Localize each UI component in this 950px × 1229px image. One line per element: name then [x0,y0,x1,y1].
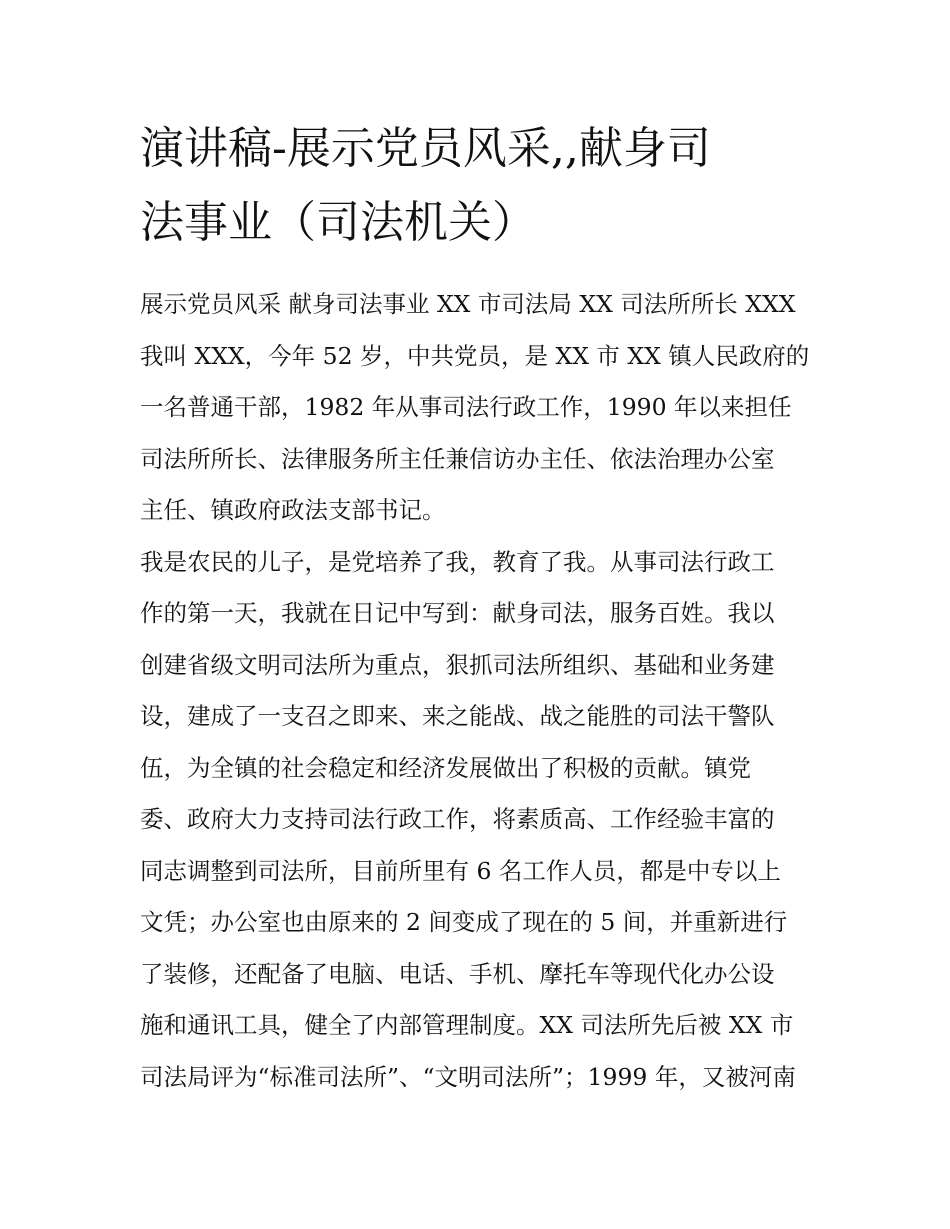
body-line: 委、政府大力支持司法行政工作，将素质高、工作经验丰富的 [140,805,775,833]
body-line: 展示党员风采 献身司法事业 XX 市司法局 XX 司法所所长 XXX [140,290,796,318]
body-line: 我叫 XXX，今年 52 岁，中共党员，是 XX 市 XX 镇人民政府的 [140,341,810,370]
body-line: 伍，为全镇的社会稳定和经济发展做出了积极的贡献。镇党 [140,753,751,782]
body-line: 施和通讯工具，健全了内部管理制度。XX 司法所先后被 XX 市 [140,1011,794,1039]
body-line: 作的第一天，我就在日记中写到：献身司法，服务百姓。我以 [140,599,775,627]
body-line: 了装修，还配备了电脑、电话、手机、摩托车等现代化办公设 [140,959,775,988]
body-line: 创建省级文明司法所为重点，狠抓司法所组织、基础和业务建 [140,650,775,679]
body-line: 设，建成了一支召之即来、来之能战、战之能胜的司法干警队 [140,702,775,730]
body-line: 文凭；办公室也由原来的 2 间变成了现在的 5 间，并重新进行 [140,908,788,936]
document-body [140,279,830,1103]
body-line: 司法所所长、法律服务所主任兼信访办主任、依法治理办公室 [140,444,775,473]
title-line: 法事业（司法机关） [140,197,536,248]
body-line: 司法局评为“标准司法所”、“文明司法所”；1999 年，又被河南 [140,1062,796,1091]
body-line: 我是农民的儿子，是党培养了我，教育了我。从事司法行政工 [140,547,775,576]
title-line: 演讲稿-展示党员风采,,献身司 [140,123,711,174]
body-line: 主任、镇政府政法支部书记。 [140,496,446,524]
document-title [140,112,820,260]
body-line: 一名普通干部，1982 年从事司法行政工作，1990 年以来担任 [140,393,792,421]
body-line: 同志调整到司法所，目前所里有 6 名工作人员，都是中专以上 [140,856,781,885]
